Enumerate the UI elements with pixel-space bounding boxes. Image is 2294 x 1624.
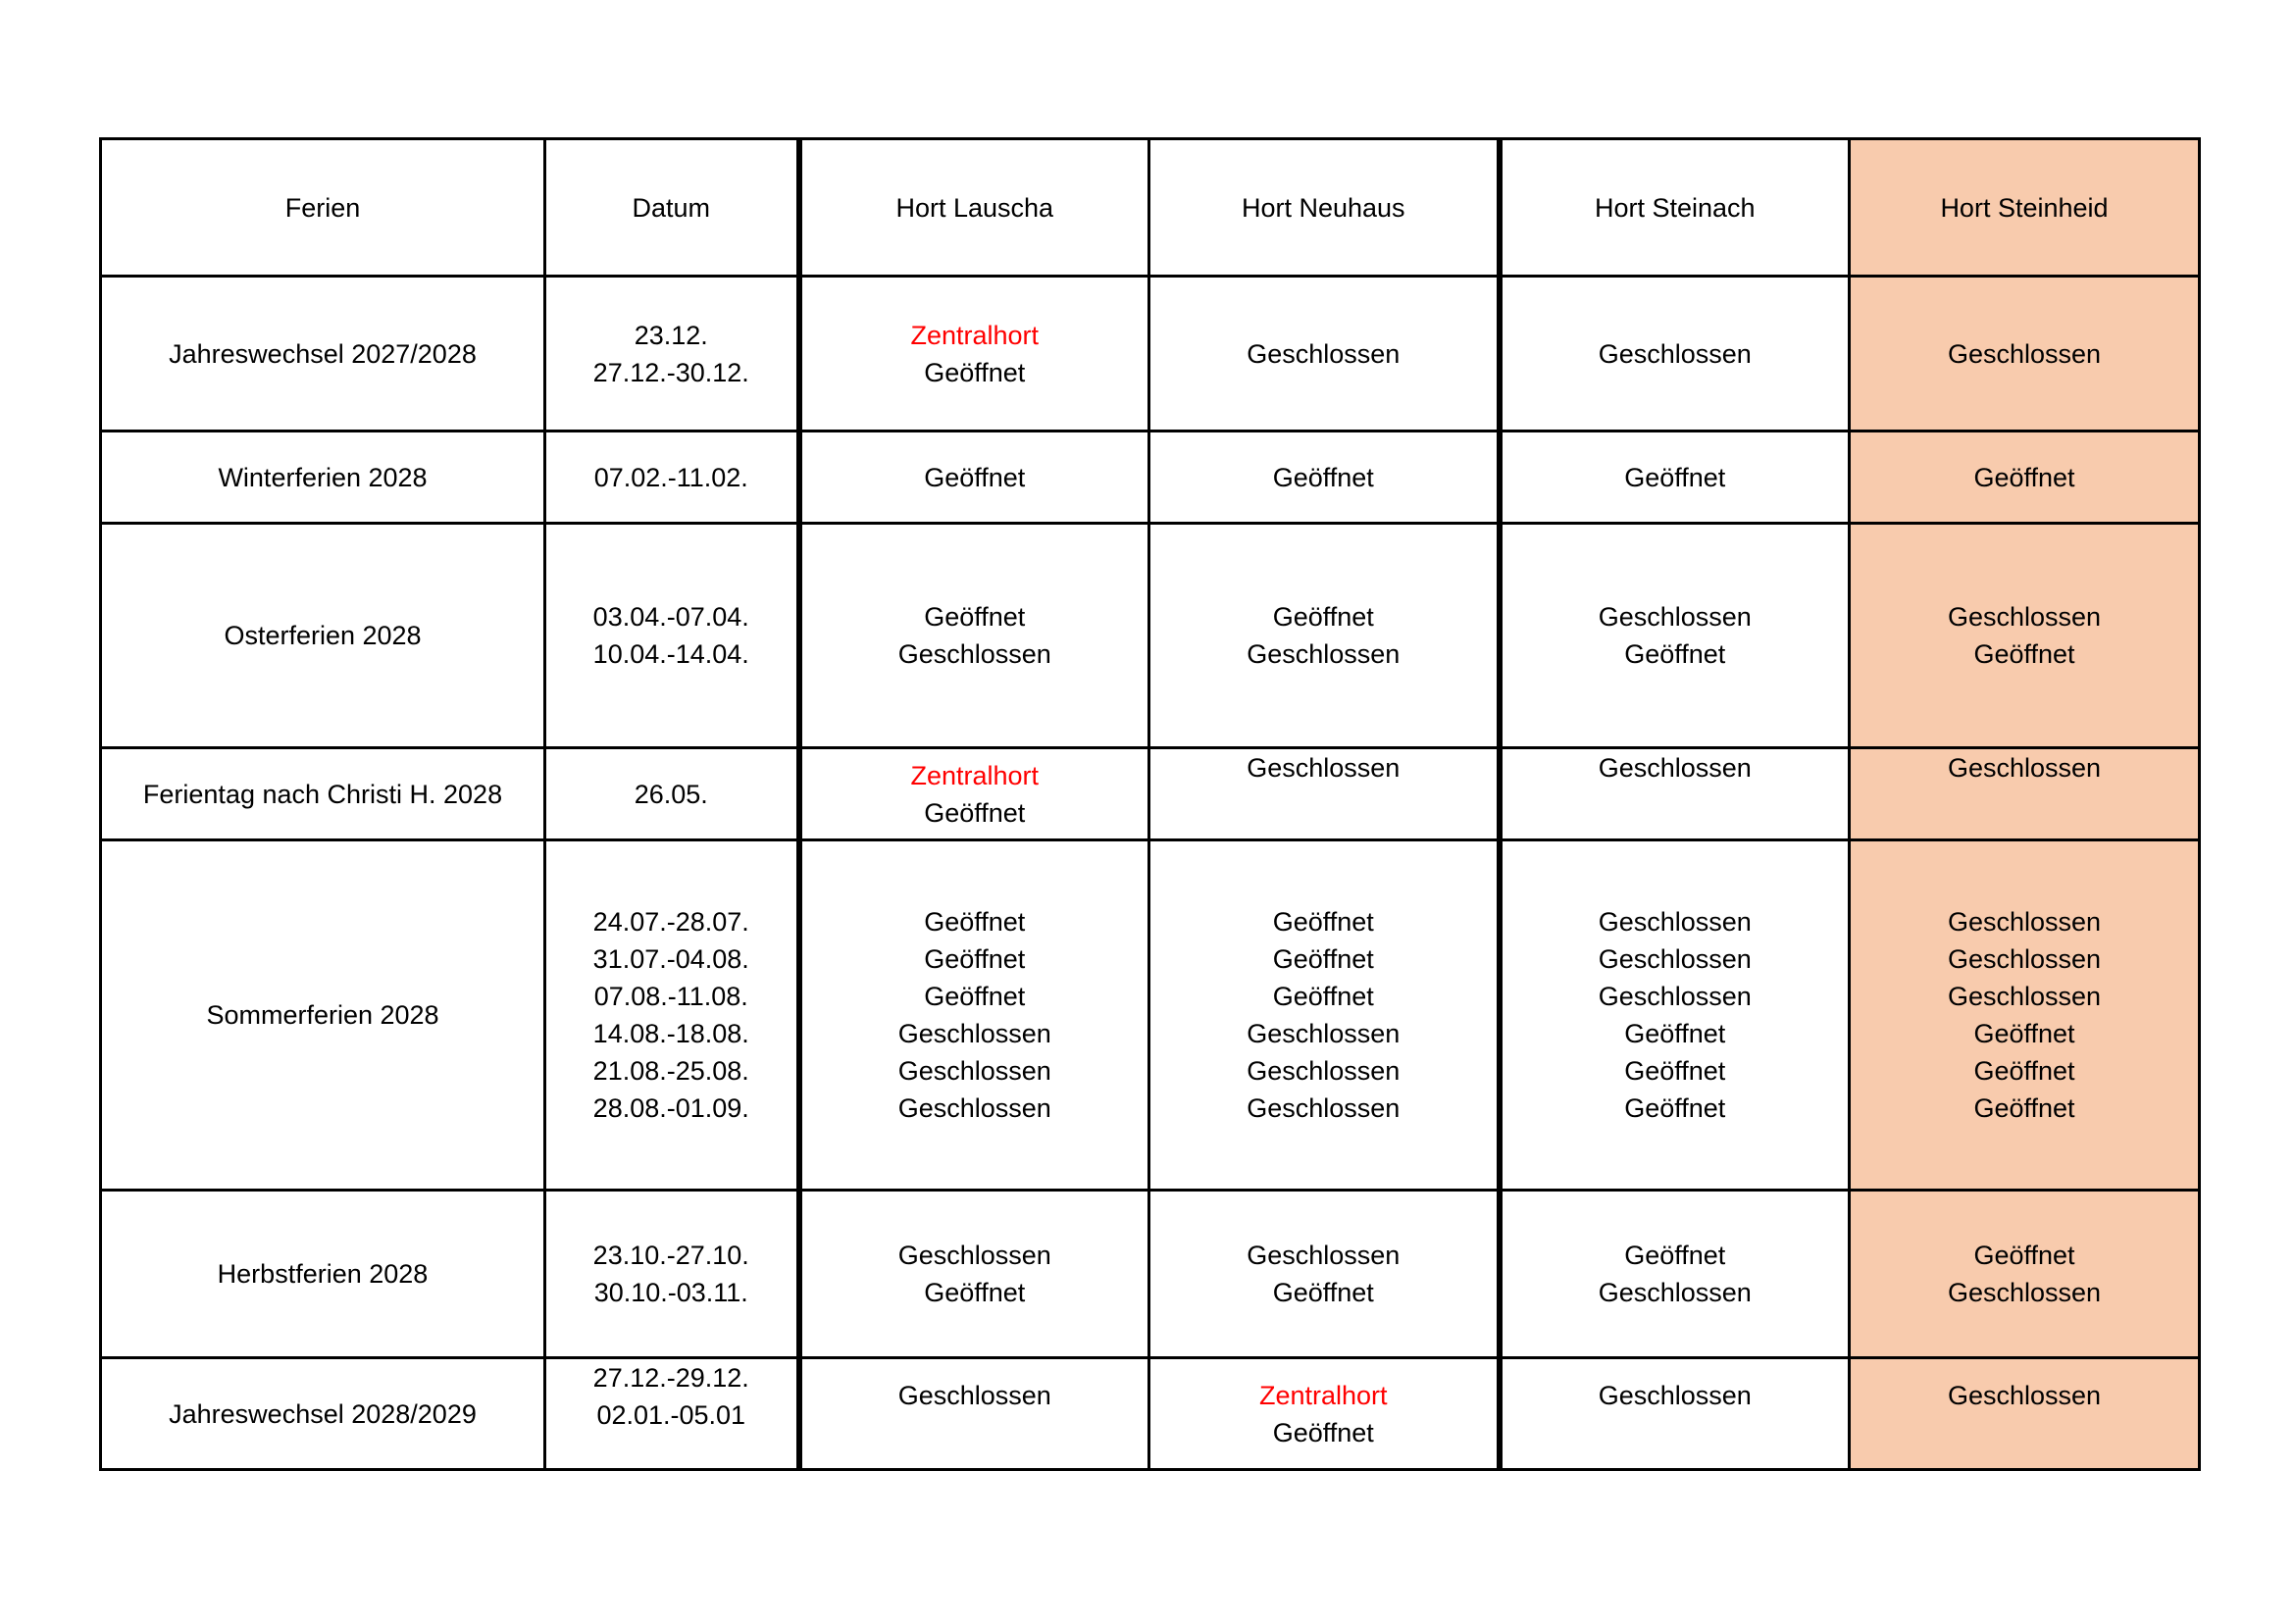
status-line: Geöffnet xyxy=(1624,1093,1726,1123)
status-line: Geschlossen xyxy=(1598,1381,1752,1410)
status-line: Geschlossen xyxy=(897,1019,1051,1048)
status-line: Geschlossen xyxy=(897,639,1051,669)
ferien-cell: Jahreswechsel 2028/2029 xyxy=(101,1358,545,1470)
datum-line: 23.10.-27.10. xyxy=(592,1241,749,1270)
status-line: Geschlossen xyxy=(897,1381,1051,1410)
status-line: Geschlossen xyxy=(1598,982,1752,1011)
status-line: Geschlossen xyxy=(897,1093,1051,1123)
datum-line: 24.07.-28.07. xyxy=(592,907,749,937)
status-line: Geschlossen xyxy=(1598,602,1752,632)
steinach-cell xyxy=(1500,748,1850,840)
neuhaus-cell xyxy=(1149,431,1500,524)
datum-cell xyxy=(545,1191,799,1358)
datum-line: 07.08.-11.08. xyxy=(593,982,748,1011)
status-line: Geschlossen xyxy=(1947,602,2102,632)
status-line: Geschlossen xyxy=(1247,1056,1401,1086)
table-row xyxy=(101,431,2200,524)
status-line: Geschlossen xyxy=(1247,753,1401,783)
status-line: Geöffnet xyxy=(1272,1418,1374,1447)
datum-cell xyxy=(545,1358,799,1470)
datum-line: 28.08.-01.09. xyxy=(592,1093,749,1123)
datum-line: 27.12.-30.12. xyxy=(592,357,749,387)
table-row xyxy=(101,1358,2200,1470)
datum-cell xyxy=(545,840,799,1191)
status-line: Geöffnet xyxy=(1272,944,1374,974)
status-line: Geschlossen xyxy=(1598,944,1752,974)
status-line: Geschlossen xyxy=(1947,907,2102,937)
status-line: Geöffnet xyxy=(924,797,1026,828)
table-row xyxy=(101,748,2200,840)
status-line: Geöffnet xyxy=(1272,907,1374,937)
lauscha-cell xyxy=(799,1358,1149,1470)
ferien-cell: Osterferien 2028 xyxy=(101,524,545,748)
status-line: Geschlossen xyxy=(1947,753,2102,783)
steinheid-cell xyxy=(1850,1358,2200,1470)
datum-line: 07.02.-11.02. xyxy=(593,462,748,492)
neuhaus-cell xyxy=(1149,748,1500,840)
neuhaus-cell xyxy=(1149,1191,1500,1358)
datum-cell xyxy=(545,748,799,840)
zentralhort-note: Zentralhort xyxy=(910,320,1040,350)
ferien-cell: Ferientag nach Christi H. 2028 xyxy=(101,748,545,840)
status-line: Geschlossen xyxy=(1247,1093,1401,1123)
ferien-cell: Herbstferien 2028 xyxy=(101,1191,545,1358)
status-line: Geöffnet xyxy=(1973,639,2075,669)
datum-line: 03.04.-07.04. xyxy=(592,602,749,632)
status-line: Geöffnet xyxy=(924,982,1026,1011)
status-line: Geschlossen xyxy=(897,1241,1051,1270)
ferien-cell: Sommerferien 2028 xyxy=(101,840,545,1191)
steinach-cell xyxy=(1500,840,1850,1191)
status-line: Geöffnet xyxy=(1973,462,2075,492)
steinach-cell xyxy=(1500,1191,1850,1358)
status-line: Geschlossen xyxy=(897,1056,1051,1086)
steinheid-cell xyxy=(1850,1191,2200,1358)
neuhaus-cell xyxy=(1149,840,1500,1191)
status-line: Geöffnet xyxy=(924,357,1026,387)
status-line: Geöffnet xyxy=(1973,1093,2075,1123)
status-line: Geöffnet xyxy=(924,1278,1026,1307)
datum-line: 21.08.-25.08. xyxy=(592,1056,749,1086)
status-line: Geöffnet xyxy=(924,907,1026,937)
status-line: Geöffnet xyxy=(1624,639,1726,669)
steinheid-cell xyxy=(1850,748,2200,840)
status-line: Geschlossen xyxy=(1947,1381,2102,1410)
datum-line: 23.12. xyxy=(634,320,708,350)
status-line: Geöffnet xyxy=(1973,1019,2075,1048)
status-line: Geschlossen xyxy=(1247,639,1401,669)
table-row xyxy=(101,840,2200,1191)
neuhaus-cell xyxy=(1149,1358,1500,1470)
lauscha-cell xyxy=(799,277,1149,431)
status-line: Geöffnet xyxy=(1272,1278,1374,1307)
status-line: Geöffnet xyxy=(924,602,1026,632)
steinheid-cell xyxy=(1850,431,2200,524)
neuhaus-cell xyxy=(1149,524,1500,748)
table-row xyxy=(101,277,2200,431)
status-line: Geöffnet xyxy=(1624,1241,1726,1270)
status-line: Geöffnet xyxy=(1624,462,1726,492)
header-hort-lauscha: Hort Lauscha xyxy=(799,139,1149,277)
lauscha-cell xyxy=(799,431,1149,524)
datum-line: 02.01.-05.01 xyxy=(596,1400,746,1430)
datum-line: 10.04.-14.04. xyxy=(592,639,749,669)
status-line: Geschlossen xyxy=(1598,753,1752,783)
holiday-schedule-table xyxy=(99,137,2201,1471)
header-row xyxy=(101,139,2200,277)
status-line: Geschlossen xyxy=(1947,338,2102,369)
status-line: Geschlossen xyxy=(1598,1278,1752,1307)
status-line: Geschlossen xyxy=(1598,907,1752,937)
header-hort-steinheid: Hort Steinheid xyxy=(1850,139,2200,277)
datum-line: 14.08.-18.08. xyxy=(592,1019,749,1048)
status-line: Geöffnet xyxy=(1272,602,1374,632)
zentralhort-note: Zentralhort xyxy=(1258,1381,1388,1410)
status-line: Geschlossen xyxy=(1247,1019,1401,1048)
zentralhort-note: Zentralhort xyxy=(910,760,1040,790)
table-row xyxy=(101,524,2200,748)
status-line: Geöffnet xyxy=(1272,982,1374,1011)
datum-cell xyxy=(545,524,799,748)
steinheid-cell xyxy=(1850,840,2200,1191)
lauscha-cell xyxy=(799,524,1149,748)
ferien-cell: Jahreswechsel 2027/2028 xyxy=(101,277,545,431)
header-hort-steinach: Hort Steinach xyxy=(1500,139,1850,277)
status-line: Geschlossen xyxy=(1947,1278,2102,1307)
status-line: Geschlossen xyxy=(1598,338,1752,369)
datum-line: 26.05. xyxy=(634,779,708,809)
status-line: Geschlossen xyxy=(1947,944,2102,974)
status-line: Geschlossen xyxy=(1947,982,2102,1011)
steinach-cell xyxy=(1500,277,1850,431)
lauscha-cell xyxy=(799,748,1149,840)
status-line: Geöffnet xyxy=(924,462,1026,492)
status-line: Geöffnet xyxy=(1624,1019,1726,1048)
steinheid-cell xyxy=(1850,277,2200,431)
status-line: Geschlossen xyxy=(1247,338,1401,369)
status-line: Geöffnet xyxy=(1624,1056,1726,1086)
steinach-cell xyxy=(1500,1358,1850,1470)
datum-line: 31.07.-04.08. xyxy=(592,944,749,974)
status-line: Geöffnet xyxy=(924,944,1026,974)
lauscha-cell xyxy=(799,840,1149,1191)
ferien-cell: Winterferien 2028 xyxy=(101,431,545,524)
steinach-cell xyxy=(1500,524,1850,748)
status-line: Geöffnet xyxy=(1272,462,1374,492)
header-datum: Datum xyxy=(545,139,799,277)
steinheid-cell xyxy=(1850,524,2200,748)
neuhaus-cell xyxy=(1149,277,1500,431)
header-hort-neuhaus: Hort Neuhaus xyxy=(1149,139,1500,277)
status-line: Geschlossen xyxy=(1247,1241,1401,1270)
steinach-cell xyxy=(1500,431,1850,524)
status-line: Geöffnet xyxy=(1973,1056,2075,1086)
lauscha-cell xyxy=(799,1191,1149,1358)
datum-cell xyxy=(545,431,799,524)
table-row xyxy=(101,1191,2200,1358)
datum-line: 27.12.-29.12. xyxy=(592,1363,749,1393)
header-ferien: Ferien xyxy=(101,139,545,277)
datum-cell xyxy=(545,277,799,431)
status-line: Geöffnet xyxy=(1973,1241,2075,1270)
datum-line: 30.10.-03.11. xyxy=(593,1278,748,1307)
